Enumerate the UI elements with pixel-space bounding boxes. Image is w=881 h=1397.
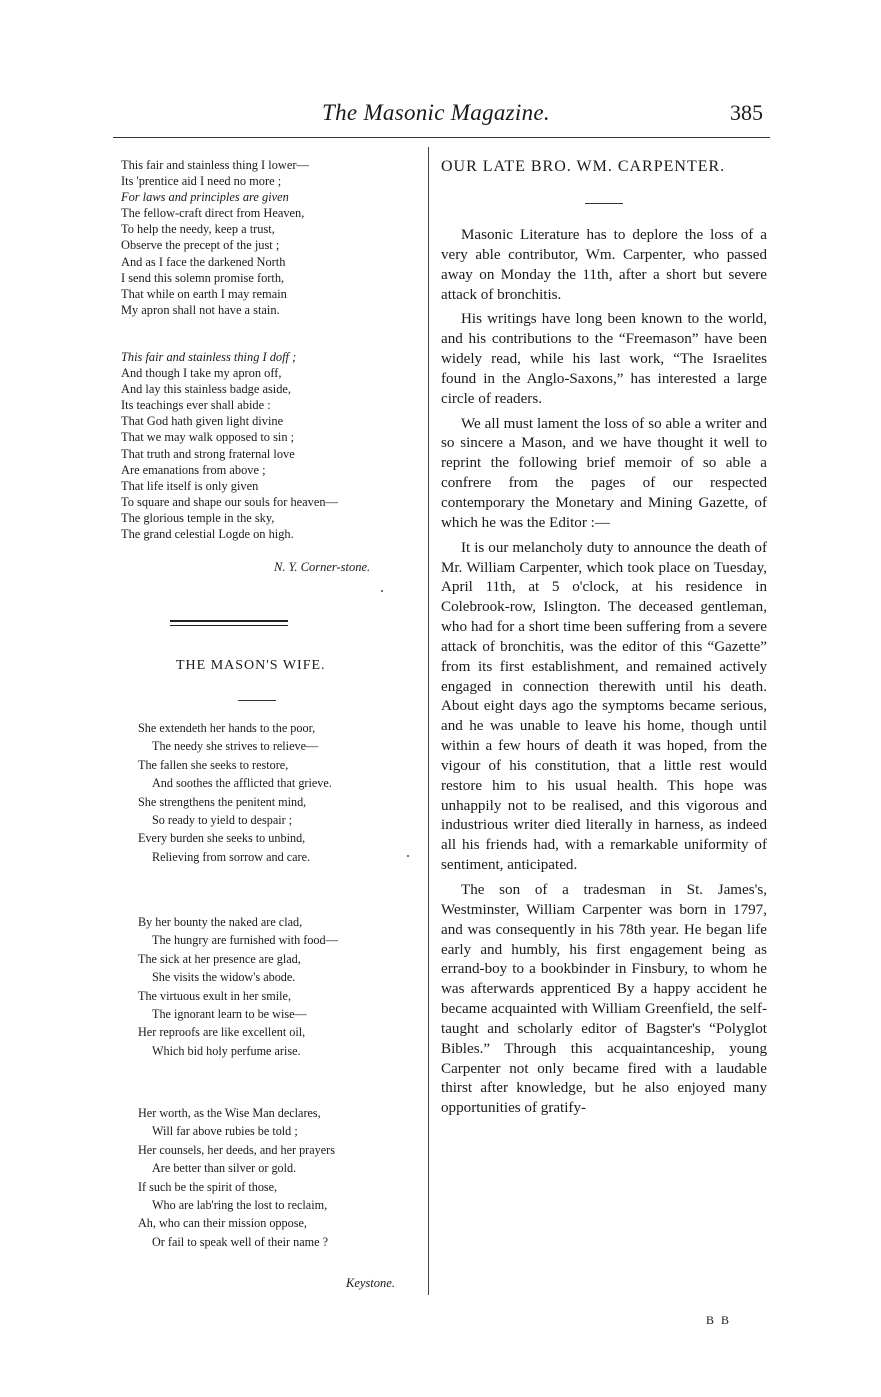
verse-line: That we may walk opposed to sin ; xyxy=(121,430,295,445)
column-divider xyxy=(428,147,429,1295)
poem2-stanza3 xyxy=(138,1104,335,1251)
verse-line: And as I face the darkened North xyxy=(121,254,286,269)
verse-line: The grand celestial Logde on high. xyxy=(121,527,294,542)
article-paragraph: His writings have long been known to the world, and his contributions to the “Freemason” have been widely read, while his last work, “The Israelites found in the Anglo-Saxons,” has interested a large circle of readers. xyxy=(441,311,767,407)
verse-line: And soothes the afflicted that grieve. xyxy=(152,776,332,791)
verse-line: And lay this stainless badge aside, xyxy=(121,382,291,397)
section-separator xyxy=(170,620,288,626)
verse-line: Its teachings ever shall abide : xyxy=(121,398,271,413)
verse-line: Its 'prentice aid I need no more ; xyxy=(121,174,282,189)
verse-line: That God hath given light divine xyxy=(121,414,284,429)
verse-line: This fair and stainless thing I lower— xyxy=(121,158,309,172)
verse-line: The needy she strives to relieve— xyxy=(152,739,319,754)
verse-line: Her counsels, her deeds, and her prayers xyxy=(138,1142,335,1157)
verse-line: Which bid holy perfume arise. xyxy=(152,1043,301,1058)
verse-line: I send this solemn promise forth, xyxy=(121,270,285,285)
verse-line: To square and shape our souls for heaven— xyxy=(121,494,338,509)
page-number: 385 xyxy=(730,100,763,125)
print-speck xyxy=(407,855,409,857)
article-paragraph: The son of a tradesman in St. James's, Westminster, William Carpenter was born in 1797, and was consequently in his 78th year. He began life early and humbly, his first engagement being as errand-boy to a bookbinder in Finsbury, to whom he was afterwards apprenticed By a happy accident he became acquainted with William Greenfield, the self-taught and scholarly editor of Bagster's “Polyglot Bibles.” Through this acquaintanceship, young Carpenter not only became fired with a laudable thirst after knowledge, but he also enjoyed many opportunities of gratify- xyxy=(441,882,767,1117)
verse-line: By her bounty the naked are clad, xyxy=(138,915,303,929)
header-rule xyxy=(113,137,770,138)
article-paragraph: Masonic Literature has to deplore the loss of a very able contributor, Wm. Carpenter, who passed away on Monday the 11th, after a short but severe attack of bronchitis. xyxy=(441,227,767,303)
verse-line: That while on earth I may remain xyxy=(121,286,287,301)
verse-line: Observe the precept of the just ; xyxy=(121,238,280,253)
poem2-stanza1 xyxy=(138,719,332,866)
poem1-stanza2 xyxy=(121,349,338,542)
article-body xyxy=(441,226,767,1124)
verse-line: Relieving from sorrow and care. xyxy=(152,849,311,864)
verse-line: And though I take my apron off, xyxy=(121,366,282,381)
verse-line: The virtuous exult in her smile, xyxy=(138,988,291,1003)
print-speck xyxy=(381,590,383,592)
title-rule xyxy=(585,203,623,204)
verse-line: For laws and principles are given xyxy=(121,190,289,205)
magazine-title: The Masonic Magazine. xyxy=(322,100,550,125)
verse-line: Every burden she seeks to unbind, xyxy=(138,831,306,846)
poem1-attribution: N. Y. Corner-stone. xyxy=(274,560,371,574)
verse-line: Her worth, as the Wise Man declares, xyxy=(138,1106,321,1120)
verse-line: If such be the spirit of those, xyxy=(138,1179,278,1194)
verse-line: Her reproofs are like excellent oil, xyxy=(138,1025,306,1040)
verse-line: She extendeth her hands to the poor, xyxy=(138,721,316,735)
verse-line: The sick at her presence are glad, xyxy=(138,951,301,966)
verse-line: So ready to yield to despair ; xyxy=(152,813,293,828)
verse-line: That life itself is only given xyxy=(121,478,259,493)
verse-line: My apron shall not have a stain. xyxy=(121,302,280,317)
article-paragraph: It is our melancholy duty to announce the death of Mr. William Carpenter, which took place on Tuesday, April 11th, at 5 o'clock, at his residence in Colebrook-row, Islington. The deceased gentleman, who had for a short time been suffering from a severe attack of bronchitis, was the editor of this “Gazette” from its first establishment, and remained actively engaged in connection therewith until his death. About eight days ago the symptoms became serious, and he was unable to leave his home, though until within a few hours of death it was hoped, from the vigour of his constitution, that a little rest would restore him to his usual health. This hope was unhappily not to be realised, and this vigorous and industrious writer died literally in harness, as indeed all his friends had, with a remarkable uniformity of sentiment, anticipated. xyxy=(441,539,767,874)
poem2-stanza2 xyxy=(138,913,338,1060)
verse-line: Are emanations from above ; xyxy=(121,462,266,477)
verse-line: Ah, who can their mission oppose, xyxy=(138,1216,307,1231)
verse-line: Or fail to speak well of their name ? xyxy=(152,1234,328,1249)
title-rule xyxy=(238,700,276,701)
verse-line: She visits the widow's abode. xyxy=(152,970,296,985)
verse-line: The glorious temple in the sky, xyxy=(121,510,275,525)
poem2-attribution: Keystone. xyxy=(346,1276,395,1290)
article-paragraph: We all must lament the loss of so able a writer and so sincere a Mason, and we have thought it well to reprint the following brief memoir of so able a confrere from the pages of our respected contemporary the Monetary and Mining Gazette, of which he was the Editor :— xyxy=(441,415,767,531)
verse-line: The ignorant learn to be wise— xyxy=(152,1007,307,1022)
verse-line: That truth and strong fraternal love xyxy=(121,446,295,461)
poem2-title: THE MASON'S WIFE. xyxy=(176,658,326,673)
verse-line: Who are lab'ring the lost to reclaim, xyxy=(152,1198,328,1213)
verse-line: The hungry are furnished with food— xyxy=(152,933,338,948)
verse-line: This fair and stainless thing I doff ; xyxy=(121,350,297,364)
verse-line: The fallen she seeks to restore, xyxy=(138,757,289,772)
verse-line: Are better than silver or gold. xyxy=(152,1161,297,1176)
verse-line: The fellow-craft direct from Heaven, xyxy=(121,206,305,221)
verse-line: Will far above rubies be told ; xyxy=(152,1124,298,1139)
article-title: OUR LATE BRO. WM. CARPENTER. xyxy=(441,158,726,175)
printer-signature: B B xyxy=(706,1313,732,1327)
poem1-stanza1 xyxy=(121,157,309,318)
verse-line: To help the needy, keep a trust, xyxy=(121,222,275,237)
verse-line: She strengthens the penitent mind, xyxy=(138,794,307,809)
